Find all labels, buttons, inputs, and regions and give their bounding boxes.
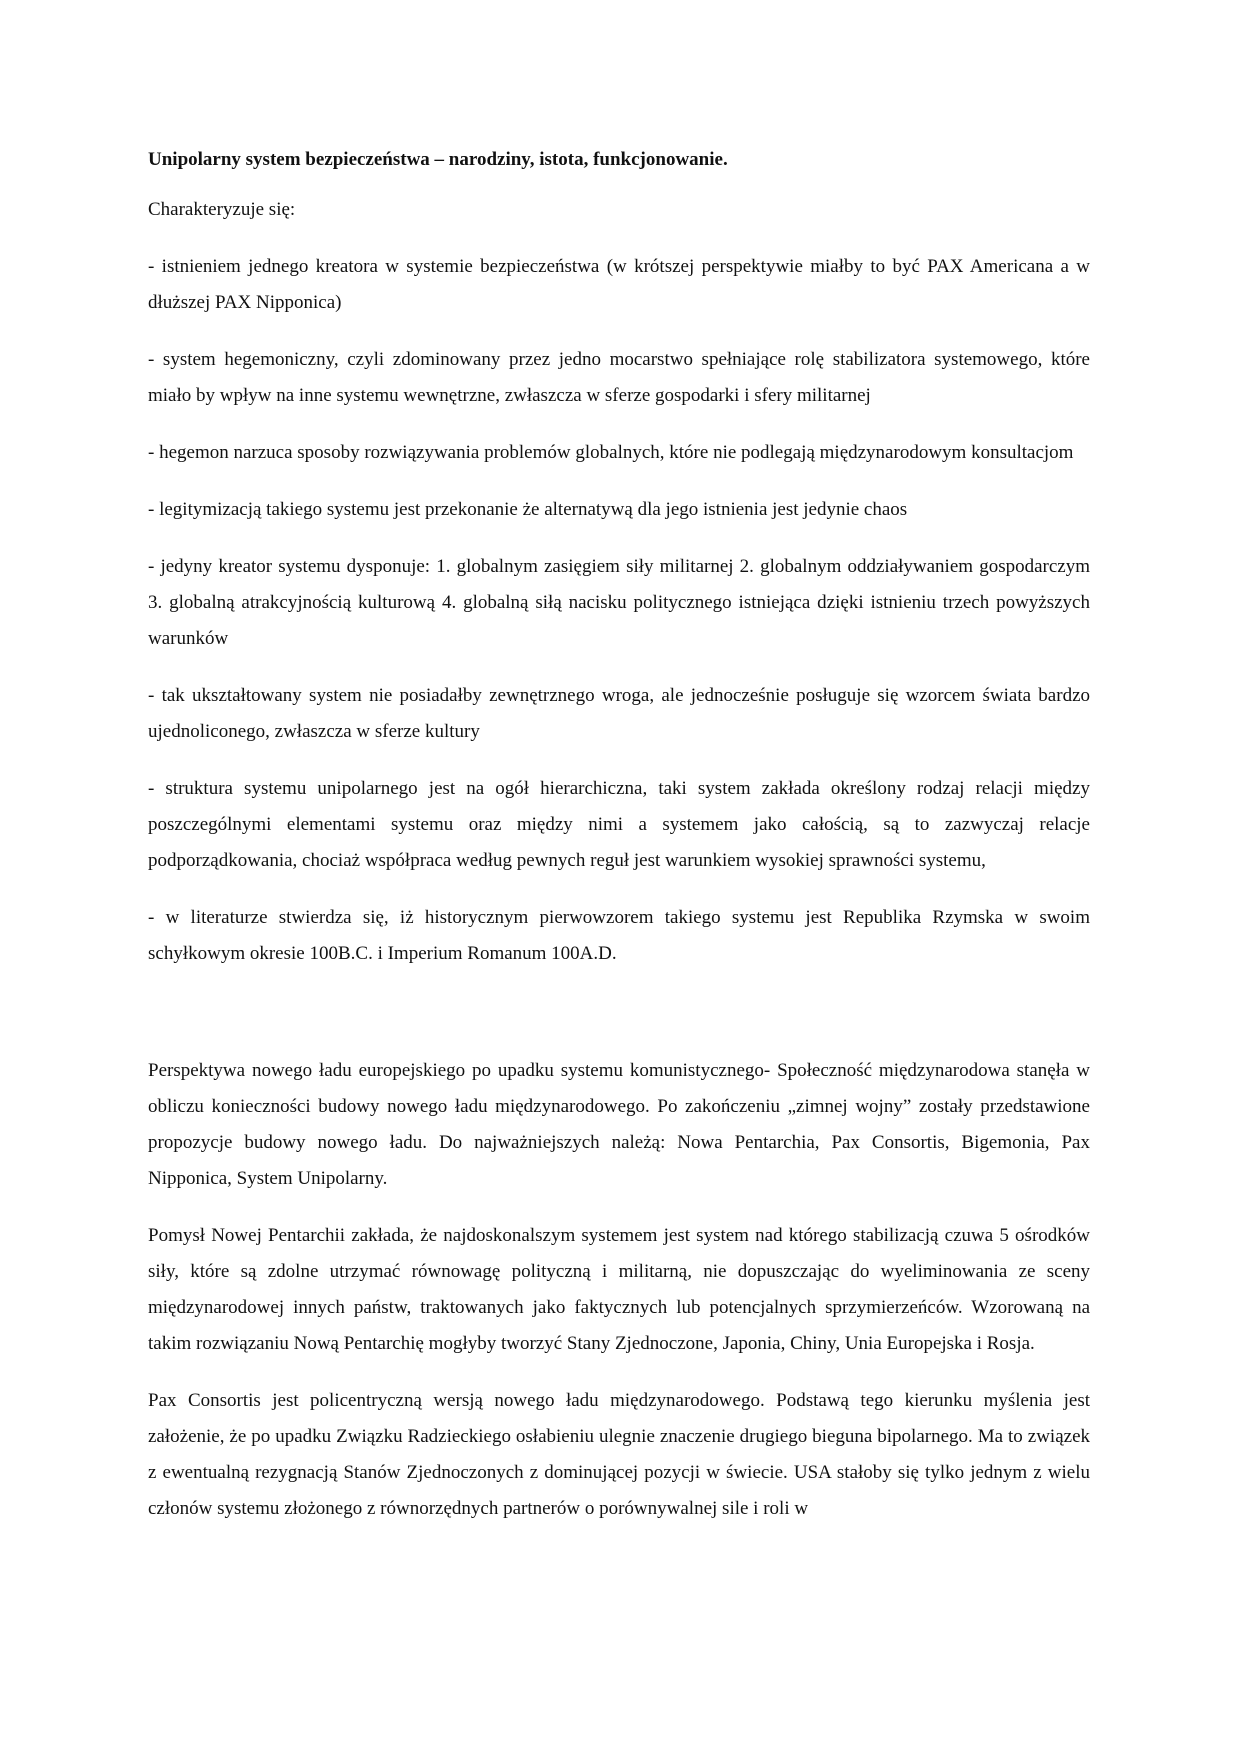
bullet-item: - w literaturze stwierdza się, iż historycznym pierwowzorem takiego systemu jest Republika Rzymska w swoim schyłkowym okresie 100B.C. i Imperium Romanum 100A.D. — [148, 907, 1090, 964]
bullet-item: - hegemon narzuca sposoby rozwiązywania problemów globalnych, które nie podlegają międzynarodowym konsultacjom — [148, 442, 1074, 463]
bullet-item: - jedyny kreator systemu dysponuje: 1. globalnym zasięgiem siły militarnej 2. globalnym oddziaływaniem gospodarczym 3. globalną atrakcyjnością kulturową 4. globalną siłą nacisku politycznego istniejąca dzięki istnieniu trzech powyższych warunków — [148, 556, 1090, 649]
bullet-item: - tak ukształtowany system nie posiadałby zewnętrznego wroga, ale jednocześnie posługuje się wzorcem świata bardzo ujednoliconego, zwłaszcza w sferze kultury — [148, 685, 1090, 742]
bullet-item: - struktura systemu unipolarnego jest na ogół hierarchiczna, taki system zakłada określony rodzaj relacji między poszczególnymi elementami systemu oraz między nimi a systemem jako całością, są to zazwyczaj relacje podporządkowania, chociaż współpraca według pewnych reguł jest warunkiem wysokiej sprawności systemu, — [148, 778, 1090, 871]
bullet-item: - system hegemoniczny, czyli zdominowany przez jedno mocarstwo spełniające rolę stabilizatora systemowego, które miało by wpływ na inne systemu wewnętrzne, zwłaszcza w sferze gospodarki i sfery militarnej — [148, 349, 1090, 406]
document-page — [148, 142, 1090, 1548]
bullet-item: - istnieniem jednego kreatora w systemie bezpieczeństwa (w krótszej perspektywie miałby to być PAX Americana a w dłuższej PAX Nipponica) — [148, 256, 1090, 313]
section-gap — [148, 993, 1090, 1053]
intro-text: Charakteryzuje się: — [148, 199, 296, 220]
document-title: Unipolarny system bezpieczeństwa – narodziny, istota, funkcjonowanie. — [148, 149, 728, 170]
body-paragraph: Pax Consortis jest policentryczną wersją nowego ładu międzynarodowego. Podstawą tego kierunku myślenia jest założenie, że po upadku Związku Radzieckiego osłabieniu ulegnie znaczenie drugiego bieguna bipolarnego. Ma to związek z ewentualną rezygnacją Stanów Zjednoczonych z dominującej pozycji w świecie. USA stałoby się tylko jednym z wielu członów systemu złożonego z równorzędnych partnerów o porównywalnej sile i roli w — [148, 1390, 1090, 1519]
bullet-item: - legitymizacją takiego systemu jest przekonanie że alternatywą dla jego istnienia jest jedynie chaos — [148, 499, 908, 520]
body-paragraph: Pomysł Nowej Pentarchii zakłada, że najdoskonalszym systemem jest system nad którego stabilizacją czuwa 5 ośrodków siły, które są zdolne utrzymać równowagę polityczną i militarną, nie dopuszczając do wyeliminowania ze sceny międzynarodowej innych państw, traktowanych jako faktycznych lub potencjalnych sprzymierzeńców. Wzorowaną na takim rozwiązaniu Nową Pentarchię mogłyby tworzyć Stany Zjednoczone, Japonia, Chiny, Unia Europejska i Rosja. — [148, 1225, 1090, 1354]
body-paragraph: Perspektywa nowego ładu europejskiego po upadku systemu komunistycznego- Społeczność międzynarodowa stanęła w obliczu konieczności budowy nowego ładu międzynarodowego. Po zakończeniu „zimnej wojny” zostały przedstawione propozycje budowy nowego ładu. Do najważniejszych należą: Nowa Pentarchia, Pax Consortis, Bigemonia, Pax Nipponica, System Unipolarny. — [148, 1060, 1090, 1189]
